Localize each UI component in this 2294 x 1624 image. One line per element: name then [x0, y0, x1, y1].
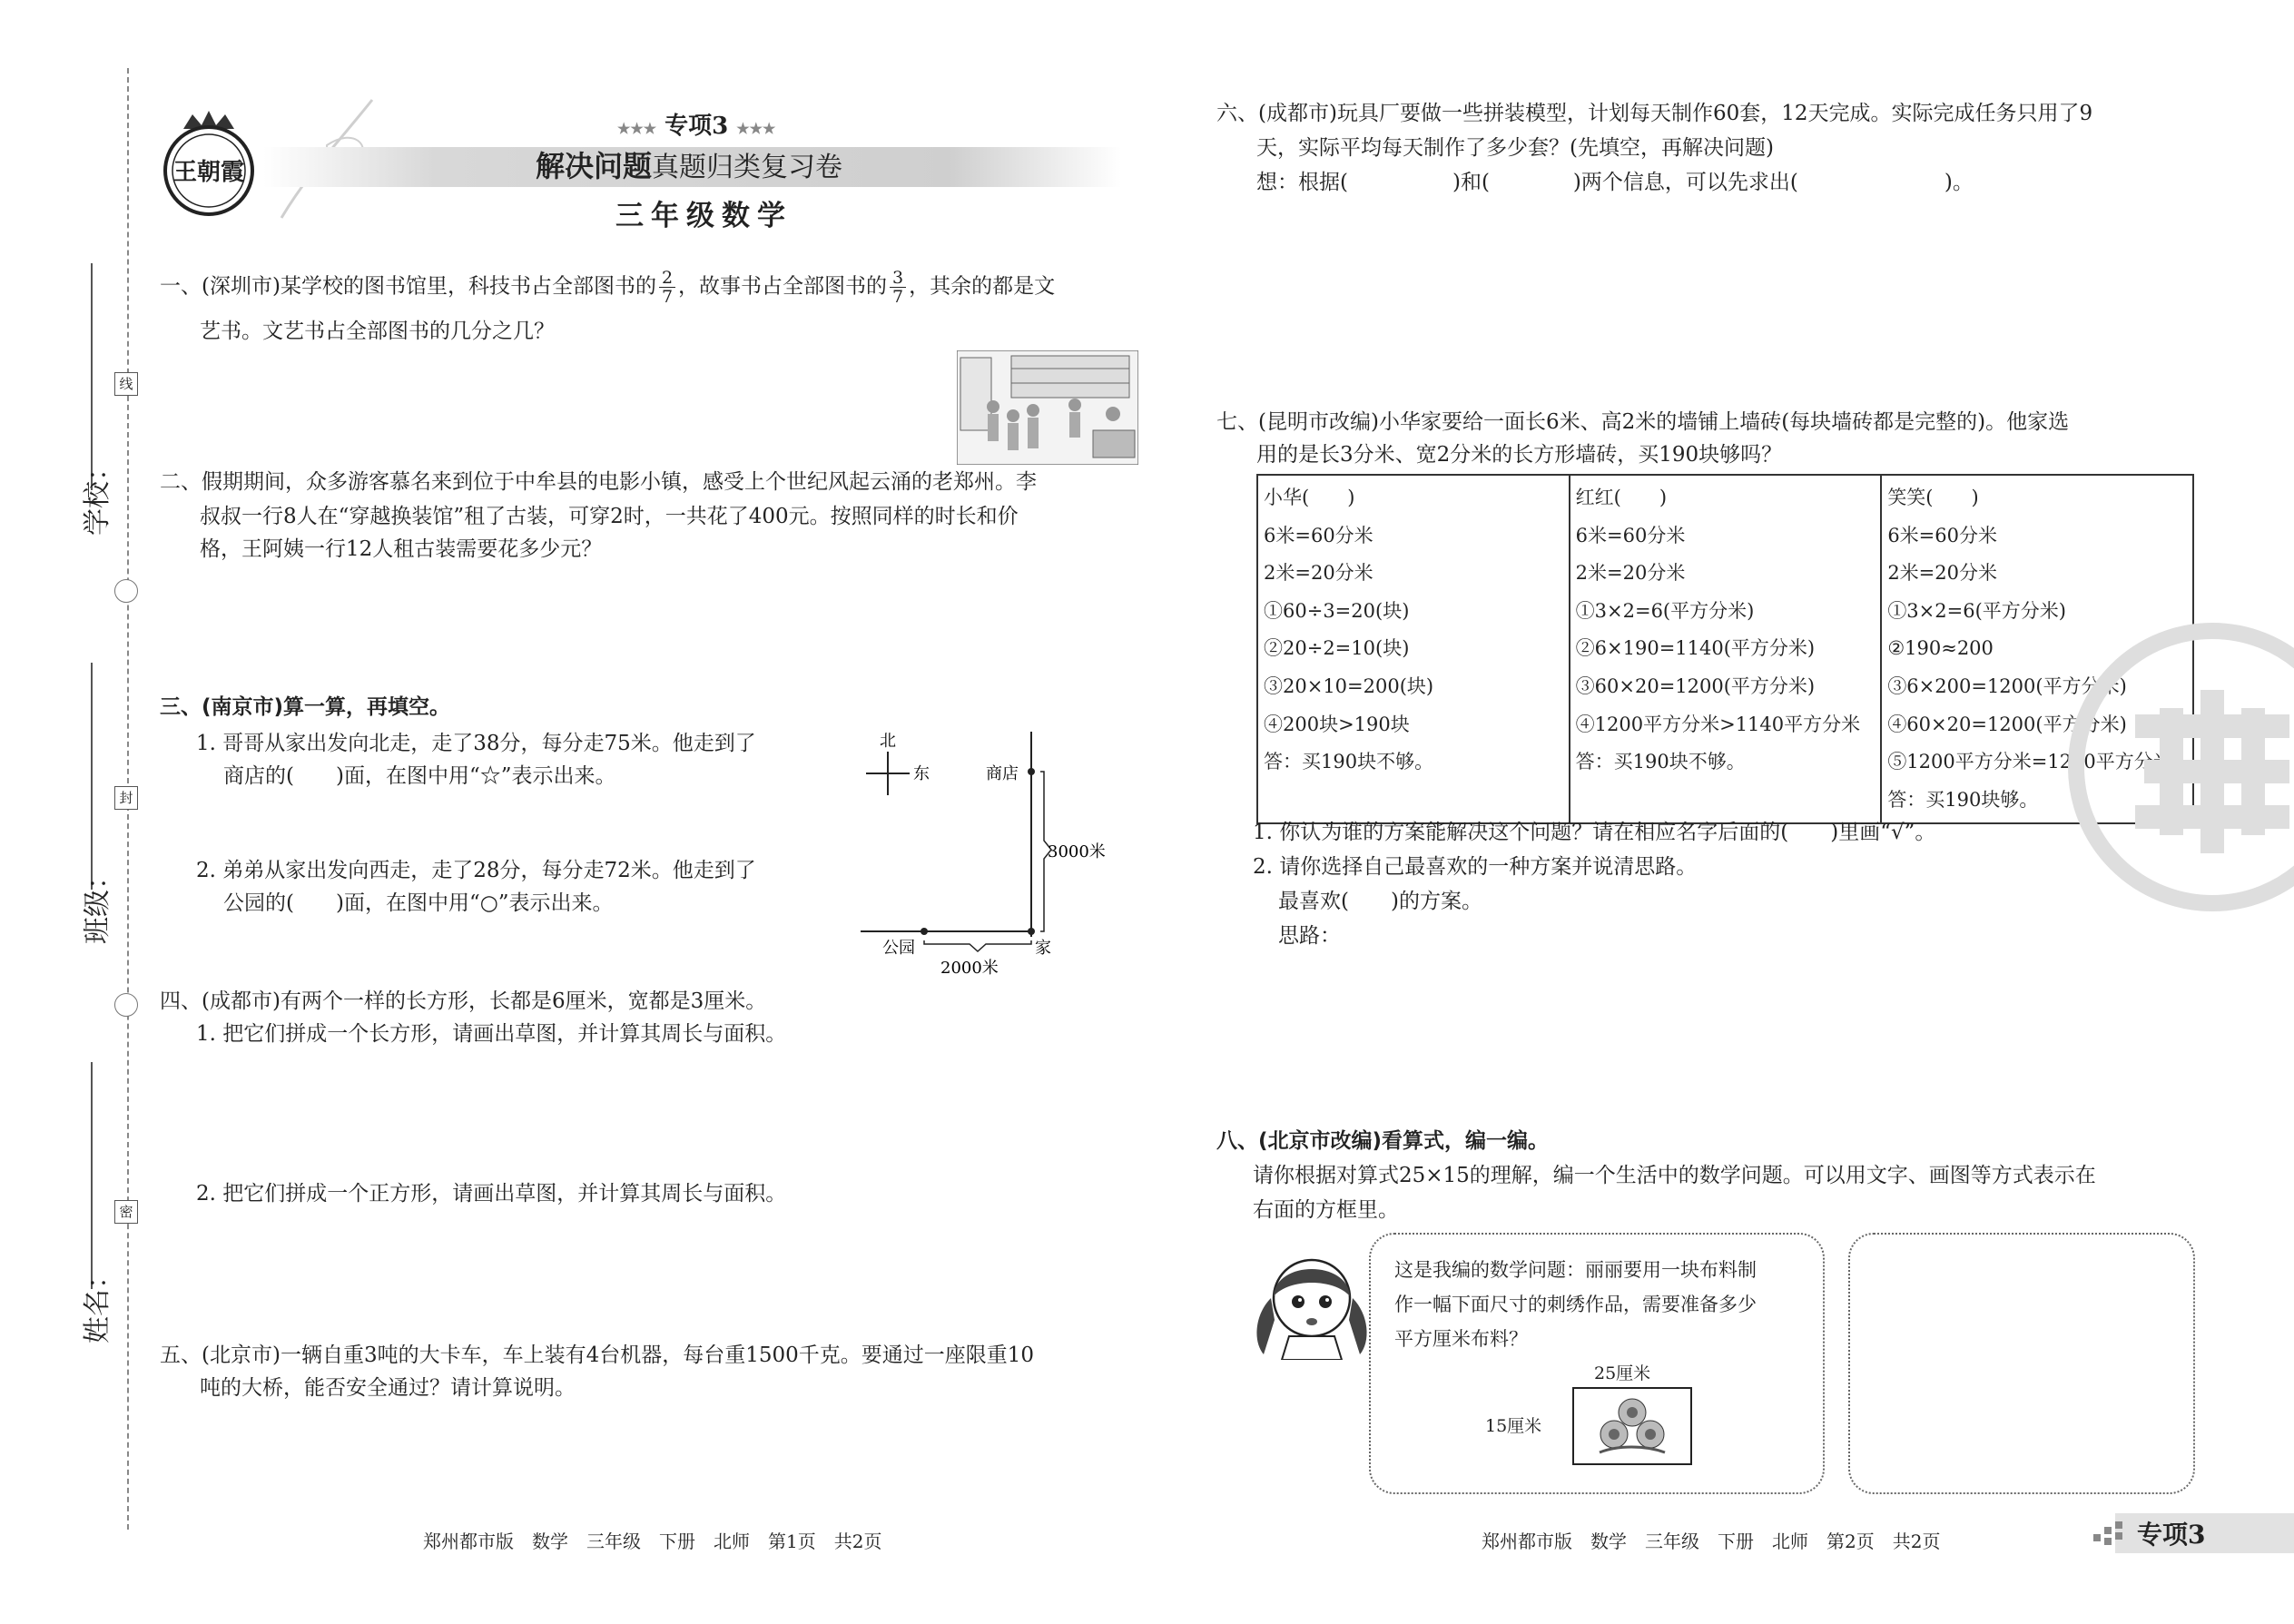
scheme-step: ④60×20=1200(平方分米) [1887, 713, 2127, 735]
brand-logo [156, 109, 261, 218]
shop-label: 商店 [986, 764, 1019, 783]
q6-line1: 六、(成都市)玩具厂要做一些拼装模型，计划每天制作60套，12天完成。实际完成任务只用了9 [1216, 102, 2093, 125]
title-rest: 真题归类复习卷 [652, 152, 843, 183]
q8-heading: 八、(北京市改编)看算式，编一编。 [1216, 1129, 1550, 1153]
series-name: 专项3 [665, 113, 729, 140]
q1-line2: 艺书。文艺书占全部图书的几分之几？ [200, 320, 555, 343]
q7-line2: 用的是长3分米、宽2分米的长方形墙砖，买190块够吗？ [1256, 443, 1783, 467]
bubble-line3: 平方厘米布料？ [1394, 1328, 1528, 1350]
library-illustration [957, 350, 1138, 465]
q5-line1: 五、(北京市)一辆自重3吨的大卡车，车上装有4台机器，每台重1500千克。要通过一座限重10 [160, 1343, 1035, 1367]
scheme-step: ④1200平方分米>1140平方分米 [1575, 713, 1861, 735]
scheme-xiaohua [1257, 475, 1570, 823]
footer-left: 郑州都市版 数学 三年级 下册 北师 第1页 共2页 [423, 1530, 882, 1552]
class-underline [91, 663, 93, 890]
q7-sub1: 1. 你认为谁的方案能解决这个问题？请在相应名字后面的( )里画“√”。 [1253, 821, 1936, 844]
footer-right: 郑州都市版 数学 三年级 下册 北师 第2页 共2页 [1482, 1530, 1941, 1552]
scheme-step: 6米=60分米 [1264, 524, 1373, 546]
horizontal-brace [924, 940, 1031, 951]
shop-point [1028, 768, 1035, 775]
fraction-3-7: $\frac{3}{7}$ [890, 269, 906, 306]
compass-north: 北 [880, 732, 896, 751]
answer-box[interactable] [1848, 1233, 2195, 1494]
q6-line2: 天，实际平均每天制作了多少套？(先填空，再解决问题) [1256, 136, 1774, 160]
q5-line2: 吨的大桥，能否安全通过？请计算说明。 [200, 1376, 576, 1400]
scheme-answer: 答：买190块够。 [1887, 788, 2039, 811]
horizontal-distance: 2000米 [940, 959, 999, 978]
tab-pattern-icon [2093, 1521, 2128, 1545]
q7-line1: 七、(昆明市改编)小华家要给一面长6米、高2米的墙铺上墙砖(每块墙砖都是完整的)。他家选 [1216, 410, 2070, 434]
scheme-answer: 答：买190块不够。 [1264, 751, 1434, 773]
watermark-seal [2063, 617, 2294, 917]
fraction-2-7: $\frac{2}{7}$ [659, 269, 675, 306]
q3-part1-line1: 1. 哥哥从家出发向北走，走了38分，每分走75米。他走到了 [196, 732, 756, 755]
scheme-step: ②6×190=1140(平方分米) [1575, 637, 1816, 660]
scheme-step: 6米=60分米 [1887, 524, 1997, 546]
compass-east: 东 [913, 764, 930, 783]
subject-title: 三年级数学 [615, 200, 793, 232]
direction-map [853, 726, 1126, 989]
bubble-line1: 这是我编的数学问题：丽丽要用一块布料制 [1394, 1259, 1757, 1281]
page-title [536, 145, 842, 189]
vertical-distance: 3000米 [1048, 842, 1106, 861]
q1-line1: 一、(深圳市)某学校的图书馆里，科技书占全部图书的 $\frac{2}{7}$ ，故事书占全部图书的 $\frac{3}{7}$ ，其余的都是文 [160, 268, 1056, 307]
name-underline [91, 1062, 93, 1289]
q3-part2-line1: 2. 弟弟从家出发向西走，走了28分，每分走72米。他走到了 [196, 859, 756, 882]
home-label: 家 [1035, 939, 1051, 958]
scheme-step: ①60÷3=20(块) [1264, 599, 1410, 622]
class-label: 班级： [82, 862, 113, 944]
q2-line3: 格，王阿姨一行12人租古装需要花多少元？ [200, 537, 603, 561]
embroidery-width-label: 25厘米 [1594, 1363, 1651, 1383]
q2-line2: 叔叔一行8人在“穿越换装馆”租了古装，可穿2时，一共花了400元。按照同样的时长和价 [200, 505, 1019, 528]
q4-part1: 1. 把它们拼成一个长方形，请画出草图，并计算其周长与面积。 [196, 1022, 787, 1046]
scheme-step: ①3×2=6(平方分米) [1575, 599, 1755, 622]
q3-part2-line2: 公园的( )面，在图中用“○”表示出来。 [223, 891, 614, 915]
embroidery-height-label: 15厘米 [1485, 1416, 1542, 1436]
solution-table [1256, 474, 2194, 824]
park-label: 公园 [882, 939, 915, 958]
q4-part2: 2. 把它们拼成一个正方形，请画出草图，并计算其周长与面积。 [196, 1182, 787, 1206]
binding-tag-line: 线 [114, 372, 138, 396]
q6-line3: 想：根据( )和( )两个信息，可以先求出( )。 [1256, 171, 1974, 194]
scheme-step: ②20÷2=10(块) [1264, 637, 1410, 660]
scheme-step: 2米=20分米 [1575, 562, 1686, 585]
binding-tag-dense: 密 [114, 1200, 138, 1224]
scheme-step: ⑤1200平方分米=1200平方分米 [1887, 751, 2172, 773]
title-bold: 解决问题 [536, 149, 653, 183]
binding-tag-seal: 封 [114, 786, 138, 810]
scheme-step: ③60×20=1200(平方分米) [1575, 674, 1816, 697]
q8-line2: 右面的方框里。 [1253, 1198, 1399, 1222]
scheme-honghong [1570, 475, 1882, 823]
q2-line1: 二、假期期间，众多游客慕名来到位于中牟县的电影小镇，感受上个世纪风起云涌的老郑州。李 [160, 470, 1037, 494]
scheme-step: ④200块>190块 [1264, 713, 1410, 735]
park-point [921, 928, 928, 935]
footer-tab-label: 专项3 [2137, 1520, 2206, 1550]
embroidery-picture [1572, 1387, 1692, 1465]
binding-hole [114, 579, 138, 603]
scheme-step: ③20×10=200(块) [1264, 674, 1434, 697]
bubble-line2: 作一幅下面尺寸的刺绣作品，需要准备多少 [1394, 1294, 1757, 1315]
scheme-name: 笑笑( ) [1887, 487, 1979, 508]
q3-part1-line2: 商店的( )面，在图中用“☆”表示出来。 [223, 764, 616, 788]
school-label: 学校： [82, 454, 113, 536]
home-point [1028, 928, 1035, 935]
girl-illustration [1244, 1242, 1380, 1360]
brand-name: 王朝霞 [172, 159, 245, 186]
name-label: 姓名： [82, 1262, 113, 1343]
q8-line1: 请你根据对算式25×15的理解，编一个生活中的数学问题。可以用文字、画图等方式表示在 [1253, 1164, 2096, 1187]
scheme-step: 2米=20分米 [1887, 562, 1997, 585]
scheme-step: ①3×2=6(平方分米) [1887, 599, 2066, 622]
q7-thought: 思路： [1278, 924, 1341, 948]
scheme-name: 红红( ) [1575, 487, 1668, 508]
scheme-name: 小华( ) [1264, 487, 1355, 508]
q3-heading: 三、(南京市)算一算，再填空。 [160, 695, 451, 719]
scheme-step: 6米=60分米 [1575, 524, 1686, 546]
scheme-step: 2米=20分米 [1264, 562, 1373, 585]
series-label: ★★★ 专项3 ★★★ [617, 113, 776, 140]
scheme-answer: 答：买190块不够。 [1575, 751, 1746, 773]
q4-heading: 四、(成都市)有两个一样的长方形，长都是6厘米，宽都是3厘米。 [160, 989, 767, 1013]
q7-favorite: 最喜欢( )的方案。 [1278, 890, 1482, 913]
binding-hole [114, 993, 138, 1017]
q7-sub2: 2. 请你选择自己最喜欢的一种方案并说清思路。 [1253, 855, 1698, 879]
scheme-step: ③6×200=1200(平方分米) [1887, 674, 2127, 697]
scheme-step: ②190≈200 [1887, 637, 1994, 660]
